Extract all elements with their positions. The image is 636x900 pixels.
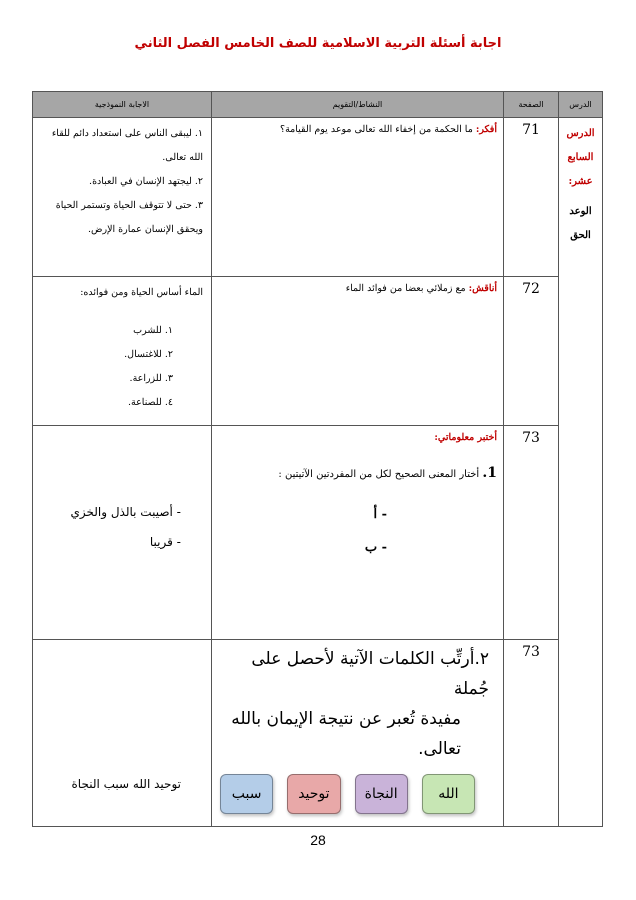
answer-line: - قريبا [149, 535, 181, 549]
page-number-cell: 72 [504, 277, 559, 426]
question-line: تعالى. [418, 739, 461, 759]
answer-line: ٣. حتى لا تتوقف الحياة وتستمر الحياة ويحقق الإنسان عمارة الإرض. [55, 200, 203, 235]
activity-question: 1. أختار المعنى الصحيح لكل من المفردتين الآتيتين : [278, 465, 497, 481]
table-row [33, 118, 603, 277]
page-number: 28 [310, 832, 326, 848]
table-row [33, 640, 603, 827]
answer-cell [33, 277, 212, 426]
word-chip[interactable]: الله [422, 774, 475, 814]
answer-cell [33, 640, 212, 827]
question-number: 1. [482, 465, 497, 481]
answer-line: ٢. للاغتسال. [124, 349, 173, 360]
page-number-cell: 71 [504, 118, 559, 277]
word-chip[interactable]: توحيد [287, 774, 340, 814]
page-number-cell: 73 [504, 426, 559, 640]
word-chip[interactable]: سبب [220, 774, 273, 814]
page-title: اجابة أسئلة التربية الاسلامية للصف الخامس الفصل الثاني [134, 36, 502, 51]
activity-label: أناقش: [468, 283, 497, 294]
lesson-cell [559, 118, 603, 827]
activity-cell [212, 640, 504, 827]
word-chip[interactable]: النجاة [355, 774, 408, 814]
table-row [33, 277, 603, 426]
activity-cell [212, 277, 504, 426]
answer-line: ٣. للزراعة. [129, 373, 173, 384]
question-line: ٢.أرتِّب الكلمات الآتية لأحصل على جُملة [251, 649, 489, 699]
answer-line: ٢. ليجتهد الإنسان في العبادة. [89, 176, 203, 187]
answer-cell [33, 118, 212, 277]
answer-intro: الماء أساس الحياة ومن فوائده: [80, 287, 203, 298]
option-b: - ب [364, 540, 387, 555]
answer-cell [33, 426, 212, 640]
page-number-cell: 73 [504, 640, 559, 827]
activity-cell [212, 426, 504, 640]
activity-question: مع زملائي بعضا من فوائد الماء [345, 283, 469, 294]
header-activity: النشاط/التقويم [212, 92, 504, 118]
word-chips [220, 774, 489, 814]
lesson-name: الوعد الحق [569, 206, 592, 241]
answer-line: - أصيبت بالذل والخزي [70, 505, 181, 519]
answer-line: ١. ليبقى الناس على استعداد دائم للقاء الله تعالى. [51, 128, 203, 163]
answer-line: ١. للشرب [133, 325, 173, 336]
activity-question: ما الحكمة من إخفاء الله تعالى موعد يوم القيامة؟ [280, 124, 476, 135]
answer-line: توحيد الله سبب النجاة [71, 777, 181, 791]
table-header-row [33, 92, 603, 118]
lesson-title: الدرس السابع عشر: [566, 128, 595, 187]
header-lesson: الدرس [559, 92, 603, 118]
answers-table [32, 91, 603, 827]
activity-cell [212, 118, 504, 277]
table-row [33, 426, 603, 640]
header-page: الصفحة [504, 92, 559, 118]
activity-label: أفكر: [475, 124, 497, 135]
question-line: مفيدة تُعبر عن نتيجة الإيمان بالله [231, 709, 461, 729]
option-a: - أ [373, 507, 387, 522]
answer-line: ٤. للصناعة. [128, 397, 173, 408]
header-answer: الاجابة النموذجية [33, 92, 212, 118]
activity-label: أختبر معلوماتي: [434, 432, 497, 443]
